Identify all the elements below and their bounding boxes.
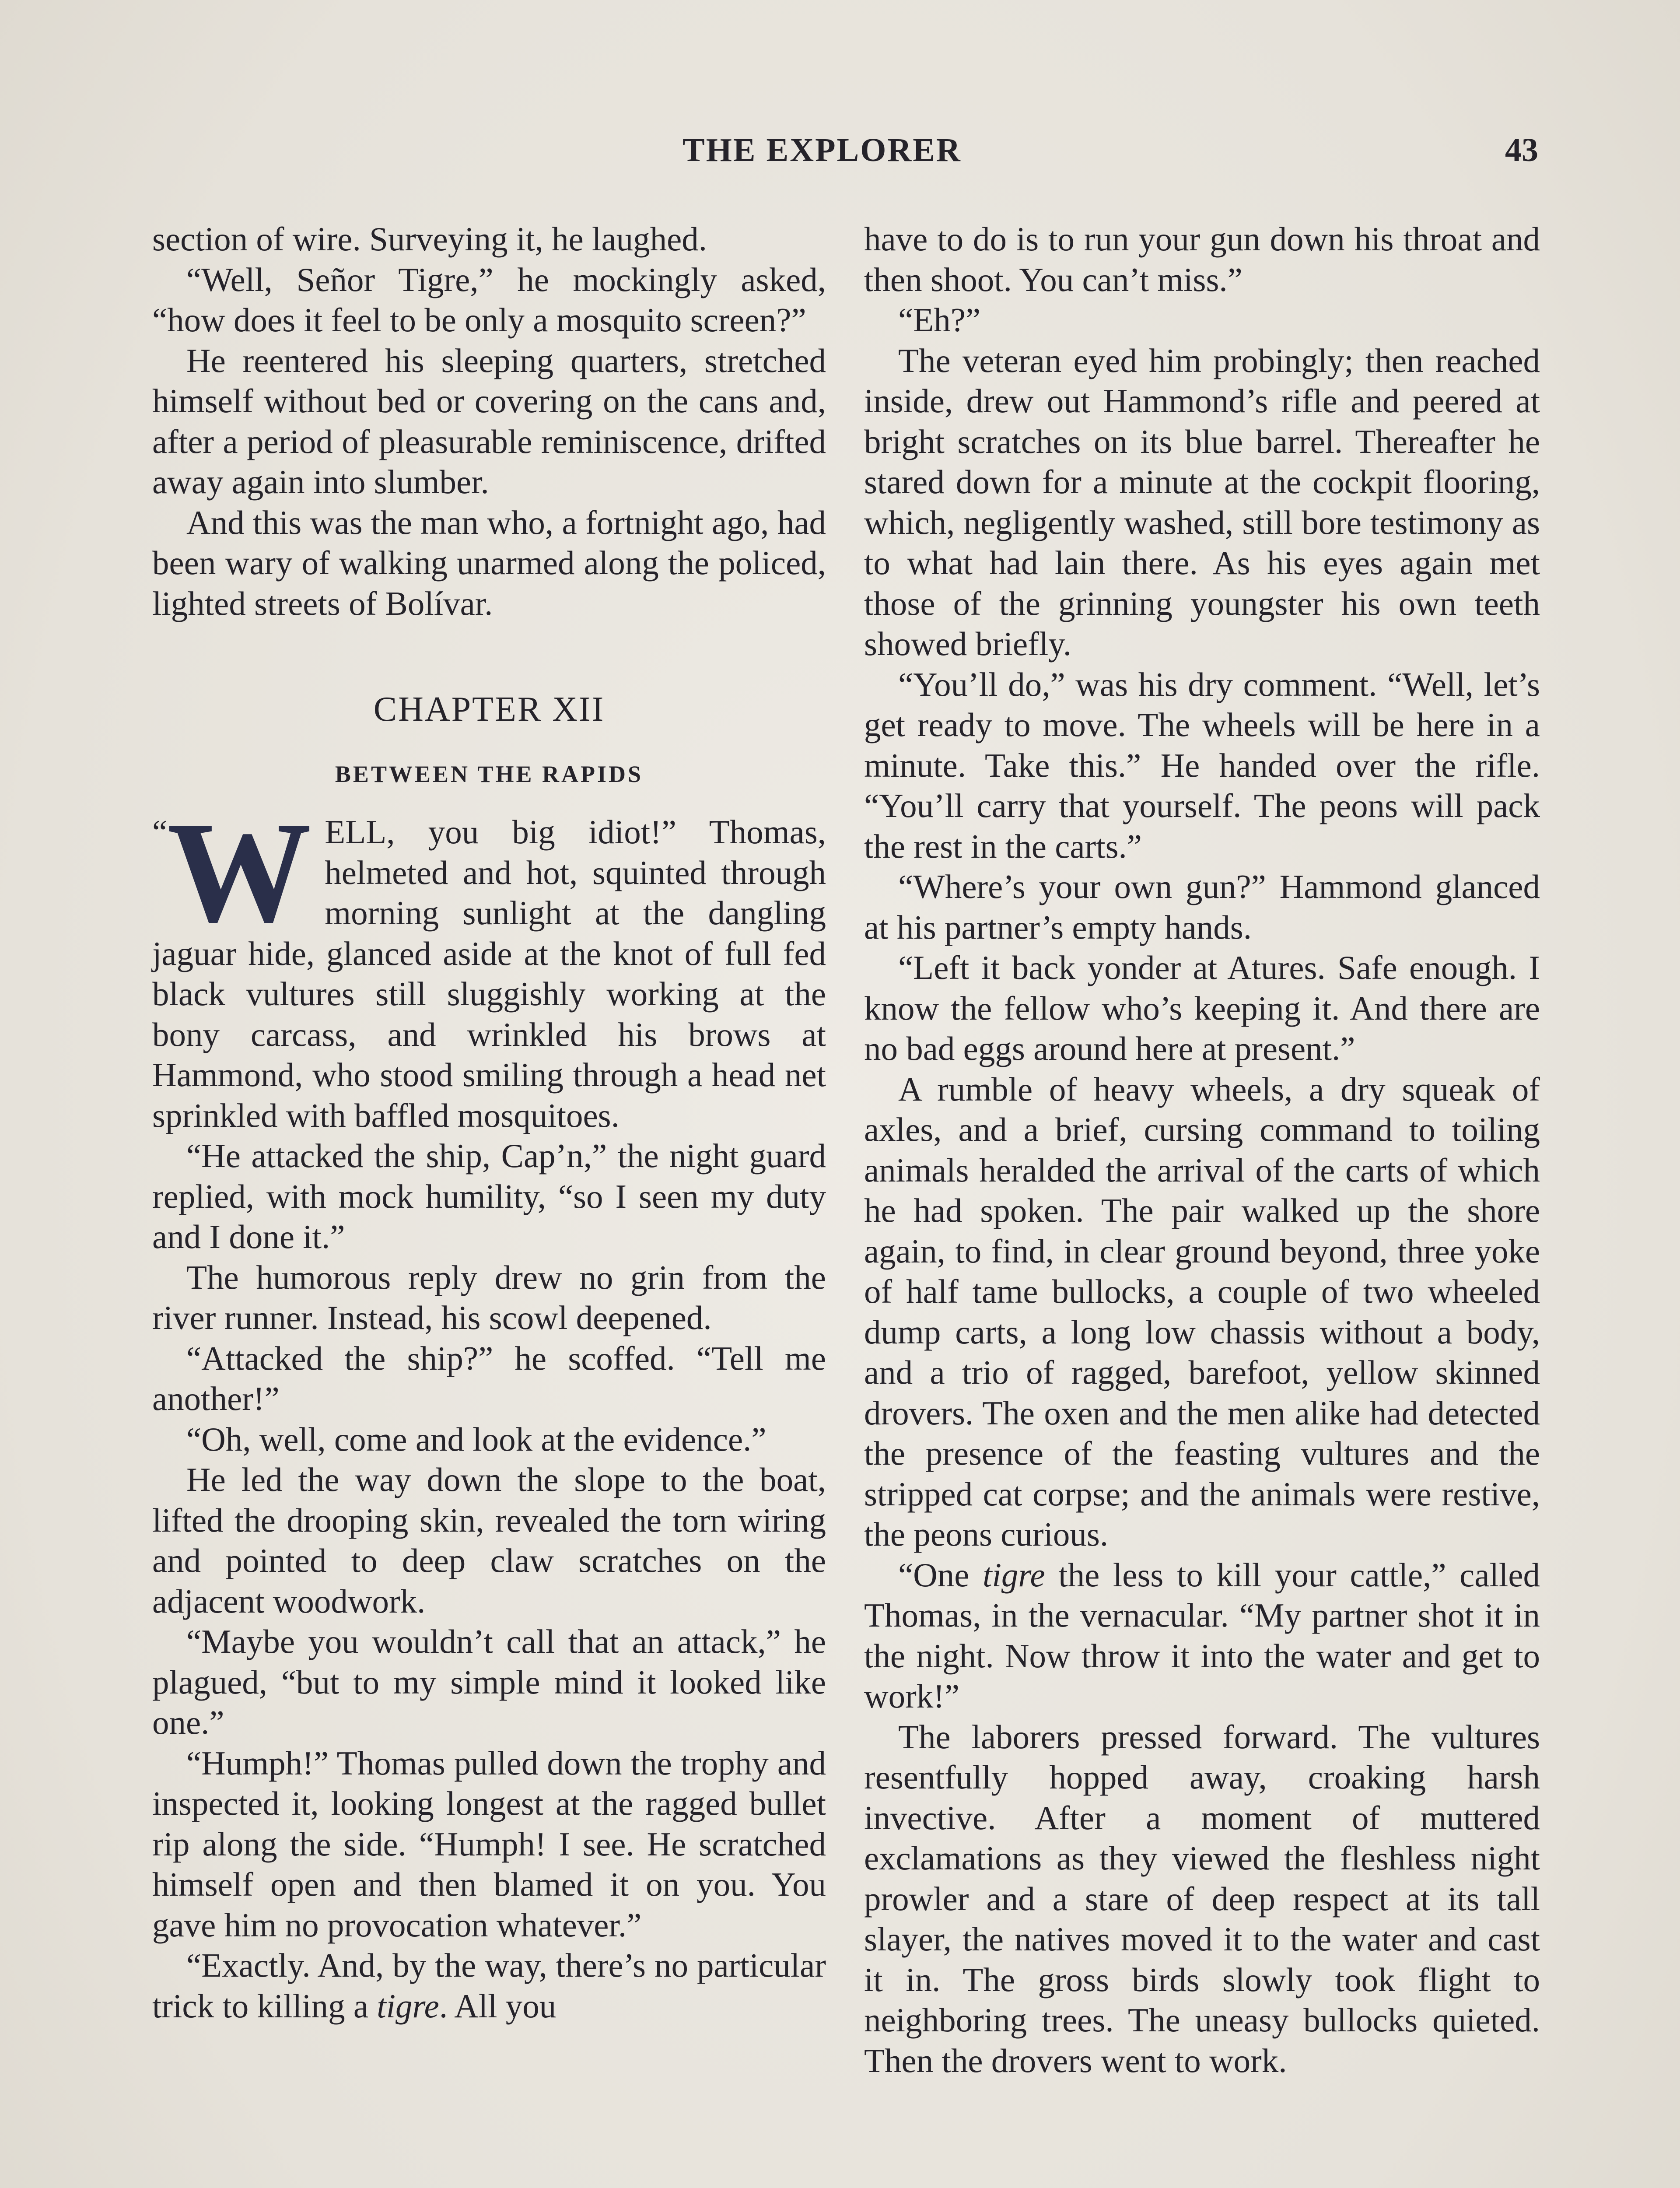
- page-number: 43: [1505, 132, 1538, 168]
- paragraph: [152, 1945, 826, 2026]
- paragraph: have to do is to run your gun down his throat and then shoot. You can’t miss.”: [864, 220, 1540, 298]
- opening-quote-mark: “: [152, 813, 168, 851]
- drop-cap: W: [167, 792, 312, 952]
- text-run: “Exactly. And, by the way, there’s no particular trick to killing a: [152, 1946, 826, 2025]
- paragraph: The humorous reply drew no grin from the river runner. Instead, his scowl deepened.: [152, 1258, 826, 1336]
- italic-word: tigre: [377, 1987, 439, 2025]
- paragraph: The veteran eyed him probingly; then reached inside, drew out Hammond’s rifle and peered at bright scratches on its blue barrel. Thereafter he stared down for a minute at the cockpit flooring, which, negligently washed, still bore testimony as to what had lain there. As his eyes again met those of the grinning youngster his own teeth showed briefly.: [864, 341, 1540, 663]
- paragraph: “You’ll do,” was his dry comment. “Well, let’s get ready to move. The wheels will be here in a minute. Take this.” He handed over the rifle. “You’ll carry that yourself. The peons will pack the rest in the carts.”: [864, 665, 1540, 865]
- paragraph: He led the way down the slope to the boat, lifted the drooping skin, revealed the torn wiring and pointed to deep claw scratches on the adjacent woodwork.: [152, 1461, 826, 1620]
- paragraph: He reentered his sleeping quarters, stretched himself without bed or covering on the cans and, after a period of pleasurable reminiscence, drifted away again into slumber.: [152, 341, 826, 501]
- text-run: the less to kill your cattle,” called Thomas, in the vernacular. “My partner shot it in the night. Now throw it into the water and get to work!”: [864, 1556, 1540, 1715]
- paragraph: “Well, Señor Tigre,” he mockingly asked, “how does it feel to be only a mosquito screen?”: [152, 260, 826, 339]
- running-head: THE EXPLORER: [682, 132, 962, 168]
- opening-text: ELL, you big idiot!” Thomas, helmeted and hot, squinted through morning sunlight at the dangling jaguar hide, glanced aside at the knot of full fed black vultures still sluggishly working at the bony carcass, and wrinkled his brows at Hammond, who stood smiling through a head net sprinkled with baffled mosquitoes.: [152, 813, 826, 1134]
- paragraph: “He attacked the ship, Cap’n,” the night guard replied, with mock humility, “so I seen my duty and I done it.”: [152, 1137, 826, 1255]
- paragraph: “Maybe you wouldn’t call that an attack,” he plagued, “but to my simple mind it looked like one.”: [152, 1623, 826, 1741]
- paragraph: And this was the man who, a fortnight ago, had been wary of walking unarmed along the policed, lighted streets of Bolívar.: [152, 503, 826, 622]
- opening-paragraph: [152, 792, 826, 1136]
- paragraph: The laborers pressed forward. The vultures resentfully hopped away, croaking harsh invective. After a moment of muttered exclamations as they viewed the fleshless night prowler and a stare of deep respect at its tall slayer, the natives moved it to the water and cast it in. The gross birds slowly took flight to neighboring trees. The uneasy bullocks quieted. Then the drovers went to work.: [864, 1718, 1540, 2079]
- paragraph: “Left it back yonder at Atures. Safe enough. I know the fellow who’s keeping it. And there are no bad eggs around here at present.”: [864, 949, 1540, 1067]
- paragraph: “Humph!” Thomas pulled down the trophy and inspected it, looking longest at the ragged bullet rip along the side. “Humph! I see. He scratched himself open and then blamed it on you. You gave him no provocation whatever.”: [152, 1744, 826, 1944]
- chapter-title: CHAPTER XII: [373, 690, 605, 729]
- paragraph: “Attacked the ship?” he scoffed. “Tell me another!”: [152, 1339, 826, 1417]
- paragraph: A rumble of heavy wheels, a dry squeak of axles, and a brief, cursing command to toiling animals heralded the arrival of the carts of which he had spoken. The pair walked up the shore again, to find, in clear ground beyond, three yoke of half tame bullocks, a couple of two wheeled dump carts, a long low chassis without a body, and a trio of ragged, barefoot, yellow skinned drovers. The oxen and the men alike had detected the presence of the feasting vultures and the stripped cat corpse; and the animals were restive, the peons curious.: [864, 1070, 1540, 1553]
- left-column: [152, 219, 826, 2026]
- paragraph: section of wire. Surveying it, he laughed.: [152, 220, 707, 258]
- text-run: “One: [898, 1556, 983, 1594]
- paragraph: “Oh, well, come and look at the evidence.”: [186, 1420, 766, 1458]
- text-run: . All you: [439, 1987, 556, 2025]
- paragraph: “Eh?”: [898, 301, 981, 339]
- chapter-subtitle: BETWEEN THE RAPIDS: [335, 761, 644, 787]
- italic-word: tigre: [983, 1556, 1045, 1594]
- paragraph: “Where’s your own gun?” Hammond glanced at his partner’s empty hands.: [864, 868, 1540, 946]
- right-column: [864, 219, 1540, 2081]
- paragraph: [864, 1555, 1540, 1717]
